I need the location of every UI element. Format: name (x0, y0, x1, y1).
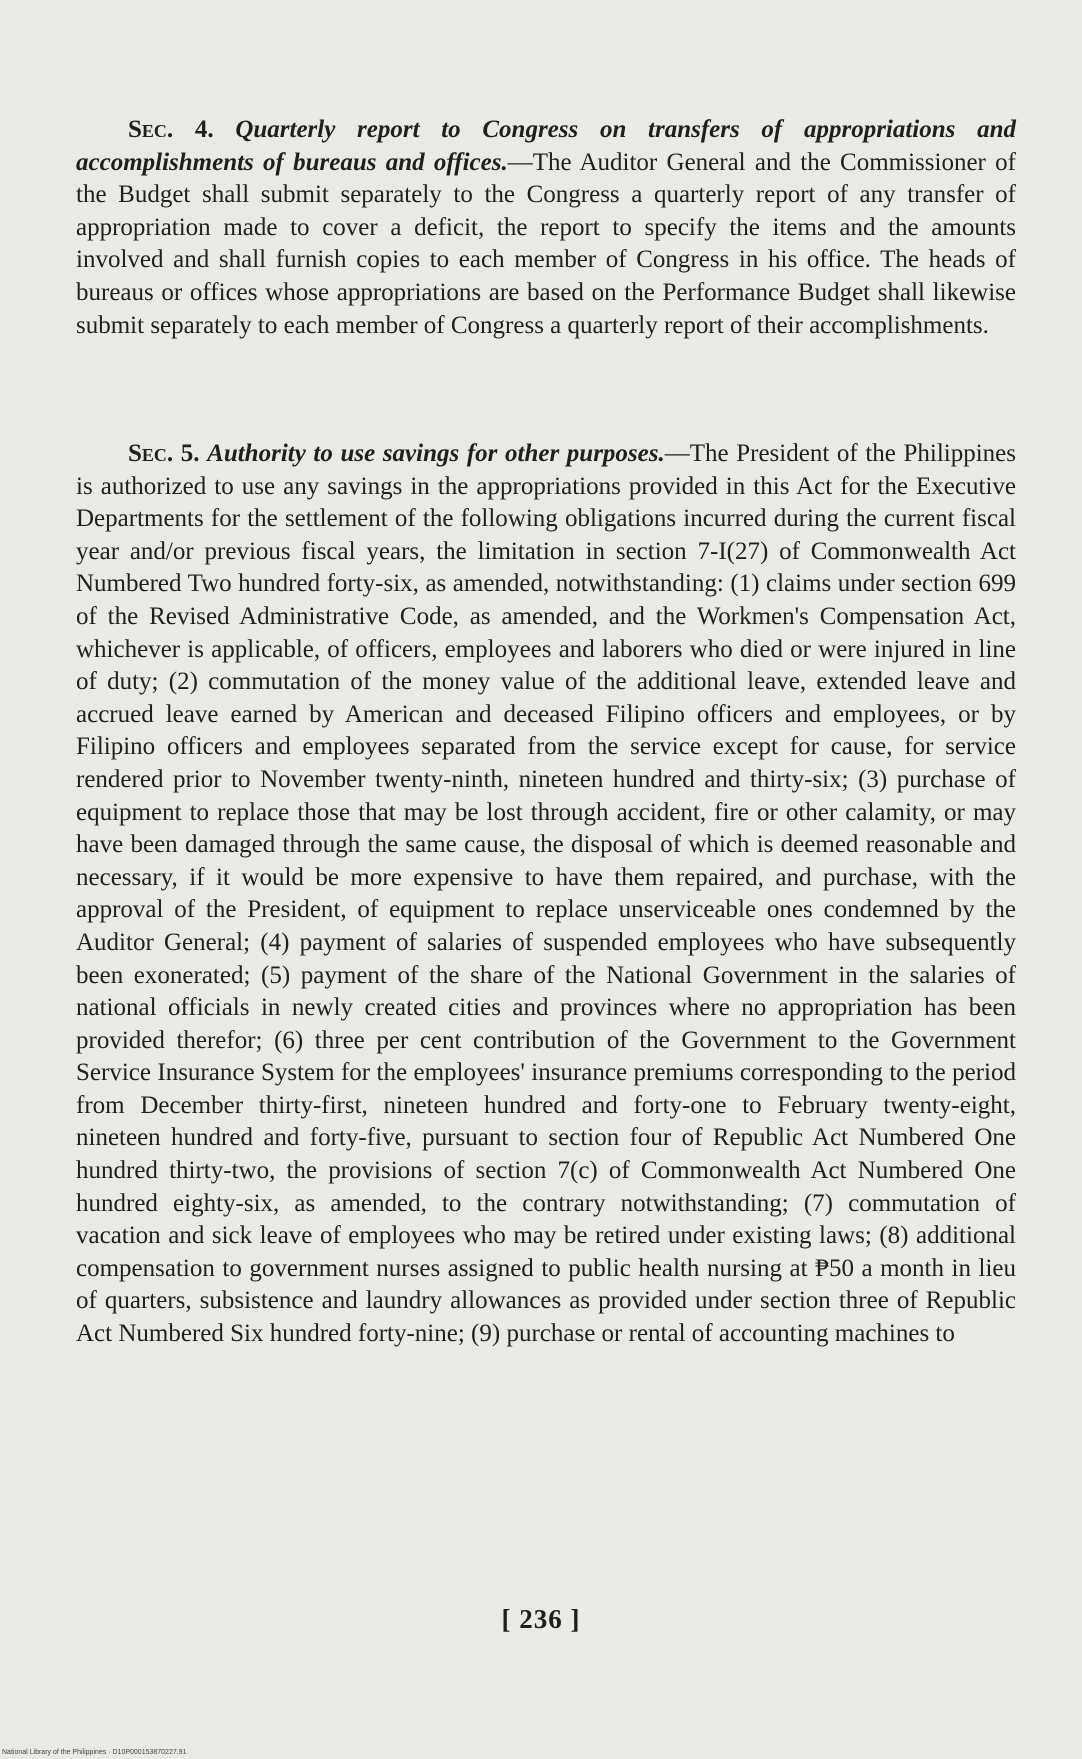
section-5-title: Authority to use savings for other purposes. (207, 440, 665, 467)
section-5-body: The President of the Philippines is authorized to use any savings in the appropriations provided in this Act for the Executive Departments for the settlement of the following obligations incurred during the current fiscal year and/or previous fiscal years, the limitation in section 7-I(27) of Commonwealth Act Numbered Two hundred forty-six, as amended, notwithstanding: (1) claims under section 699 of the Revised Administrative Code, as amended, and the Workmen's Compensation Act, whichever is applicable, of officers, employees and laborers who died or were injured in line of duty; (2) commutation of the money value of the additional leave, extended leave and accrued leave earned by American and deceased Filipino officers and employees, or by Filipino officers and employees separated from the service except for cause, for service rendered prior to November twenty-ninth, nineteen hundred and thirty-six; (3) purchase of equipment to replace those that may be lost through accident, fire or other calamity, or may have been damaged through the same cause, the disposal of which is deemed reasonable and necessary, if it would be more expensive to have them repaired, and purchase, with the approval of the President, of equipment to replace unserviceable ones condemned by the Auditor General; (4) payment of salaries of suspended employees who have subsequently been exonerated; (5) payment of the share of the National Government in the salaries of national officials in newly created cities and provinces where no appropriation has been provided therefor; (6) three per cent contribution of the Government to the Government Service Insurance System for the employees' insurance premiums corresponding to the period from December thirty-first, nineteen hundred and forty-one to February twenty-eight, nineteen hundred and forty-five, pursuant to section four of Republic Act Numbered One hundred thirty-two, the provisions of section 7(c) of Commonwealth Act Numbered One hundred eighty-six, as amended, to the contrary notwithstanding; (7) commutation of vacation and sick leave of employees who may be retired under existing laws; (8) additional compensation to government nurses assigned to public health nursing at ₱50 a month in lieu of quarters, subsistence and laundry allowances as provided under section three of Republic Act Numbered Six hundred forty-nine; (9) purchase or rental of accounting machines to (76, 440, 1017, 1348)
section-4-label: Sec. 4. (128, 116, 214, 143)
page-number: [ 236 ] (501, 1604, 581, 1634)
section-4-body: The Auditor General and the Commissioner of the Budget shall submit separately to the Congress a quarterly report of any transfer of appropriation made to cover a deficit, the report to specify the items and the amounts involved and shall furnish copies to each member of Congress in his office. The heads of bureaus or offices whose appropriations are based on the Performance Budget shall likewise submit separately to each member of Congress a quarterly report of their accomplishments. (76, 148, 1016, 339)
section-5-dash: — (664, 440, 690, 467)
section-5-label: Sec. 5. (128, 440, 200, 467)
section-4-dash: — (507, 148, 533, 176)
section-4-title: Quarterly report to Congress on transfers of appropriations and accomplishments of bureaus and offices. (76, 116, 1016, 176)
scan-footer-note: National Library of the Philippines · D10P000153870227.91 (2, 1749, 187, 1756)
section-4 (76, 114, 1016, 342)
section-5 (76, 438, 1016, 1351)
